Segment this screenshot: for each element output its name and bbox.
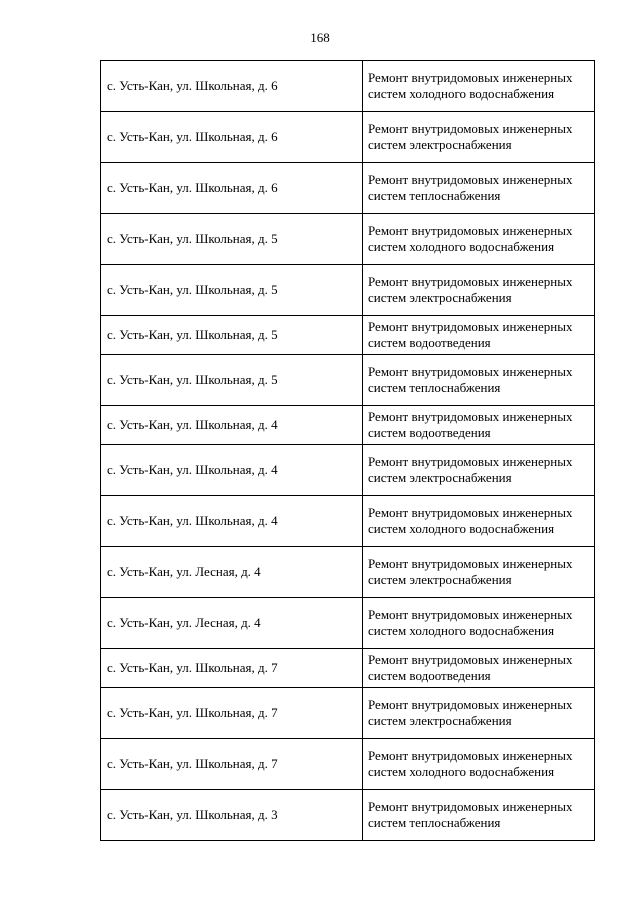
table-row [101,496,595,547]
work-type-cell: Ремонт внутридомовых инженерных систем водоотведения [363,406,595,445]
work-type-cell: Ремонт внутридомовых инженерных систем теплоснабжения [363,163,595,214]
address-cell: с. Усть-Кан, ул. Школьная, д. 5 [101,265,363,316]
work-type-cell: Ремонт внутридомовых инженерных систем холодного водоснабжения [363,214,595,265]
page-number: 168 [310,30,330,45]
address-cell: с. Усть-Кан, ул. Школьная, д. 5 [101,214,363,265]
work-type-cell: Ремонт внутридомовых инженерных систем холодного водоснабжения [363,496,595,547]
table-row [101,688,595,739]
work-type-cell: Ремонт внутридомовых инженерных систем холодного водоснабжения [363,598,595,649]
table-row [101,61,595,112]
address-cell: с. Усть-Кан, ул. Лесная, д. 4 [101,547,363,598]
work-type-cell: Ремонт внутридомовых инженерных систем электроснабжения [363,547,595,598]
table-row [101,598,595,649]
work-type-cell: Ремонт внутридомовых инженерных систем теплоснабжения [363,790,595,841]
table-row [101,355,595,406]
work-type-cell: Ремонт внутридомовых инженерных систем теплоснабжения [363,355,595,406]
address-cell: с. Усть-Кан, ул. Школьная, д. 6 [101,163,363,214]
table-row [101,112,595,163]
work-type-cell: Ремонт внутридомовых инженерных систем водоотведения [363,316,595,355]
work-type-cell: Ремонт внутридомовых инженерных систем электроснабжения [363,112,595,163]
work-type-cell: Ремонт внутридомовых инженерных систем электроснабжения [363,445,595,496]
table-row [101,547,595,598]
address-cell: с. Усть-Кан, ул. Школьная, д. 7 [101,688,363,739]
table-row [101,739,595,790]
address-cell: с. Усть-Кан, ул. Школьная, д. 4 [101,406,363,445]
table-row [101,649,595,688]
table-row [101,214,595,265]
work-type-cell: Ремонт внутридомовых инженерных систем водоотведения [363,649,595,688]
works-table [100,60,595,841]
work-type-cell: Ремонт внутридомовых инженерных систем холодного водоснабжения [363,61,595,112]
address-cell: с. Усть-Кан, ул. Школьная, д. 3 [101,790,363,841]
address-cell: с. Усть-Кан, ул. Школьная, д. 5 [101,316,363,355]
address-cell: с. Усть-Кан, ул. Школьная, д. 5 [101,355,363,406]
table-row [101,445,595,496]
address-cell: с. Усть-Кан, ул. Школьная, д. 7 [101,649,363,688]
address-cell: с. Усть-Кан, ул. Школьная, д. 4 [101,496,363,547]
work-type-cell: Ремонт внутридомовых инженерных систем электроснабжения [363,265,595,316]
table-row [101,265,595,316]
address-cell: с. Усть-Кан, ул. Школьная, д. 6 [101,61,363,112]
address-cell: с. Усть-Кан, ул. Школьная, д. 4 [101,445,363,496]
address-cell: с. Усть-Кан, ул. Школьная, д. 6 [101,112,363,163]
address-cell: с. Усть-Кан, ул. Лесная, д. 4 [101,598,363,649]
table-row [101,316,595,355]
table-row [101,406,595,445]
table-row [101,163,595,214]
work-type-cell: Ремонт внутридомовых инженерных систем электроснабжения [363,688,595,739]
table-row [101,790,595,841]
works-table-body [101,61,595,841]
address-cell: с. Усть-Кан, ул. Школьная, д. 7 [101,739,363,790]
work-type-cell: Ремонт внутридомовых инженерных систем холодного водоснабжения [363,739,595,790]
